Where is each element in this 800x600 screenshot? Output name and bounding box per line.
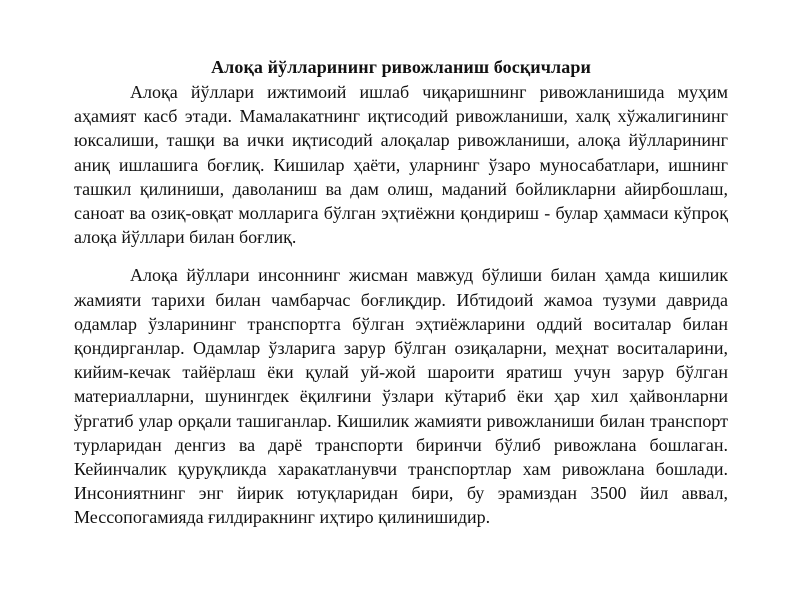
paragraph-2: Алоқа йўллари инсоннинг жисман мавжуд бўлиши билан ҳамда кишилик жамияти тарихи билан чамбарчас боғлиқдир. Ибтидоий жамоа тузуми даврида одамлар ўзларининг транспортга бўлган эҳтиёжларини оддий воситалар билан қондирганлар. Одамлар ўзларига зарур бўлган озиқаларни, меҳнат воситаларини, кийим-кечак тайёрлаш ёки қулай уй-жой шароити яратиш учун зарур бўлган материалларни, шунингдек ёқилғини ўзлари кўтариб ёки ҳар хил ҳайвонларни ўргатиб улар орқали ташиганлар. Кишилик жамияти ривожланиши билан транспорт турларидан денгиз ва дарё транспорти биринчи бўлиб ривожлана бошлаган. Кейинчалик қуруқликда харакатланувчи транспортлар хам ривожлана бошлади. Инсониятнинг энг йирик ютуқларидан бири, бу эрамиздан 3500 йил аввал, Мессопогамияда ғилдиракнинг иҳтиро қилинишидир. xyxy=(74,265,728,528)
document-title: Алоқа йўлларининг ривожланиш босқичлари xyxy=(211,57,591,77)
paragraph-1: Алоқа йўллари ижтимоий ишлаб чиқаришнинг ривожланишида муҳим аҳамият касб этади. Мамалакатнинг иқтисодий ривожланиши, халқ хўжалигининг юксалиши, ташқи ва ички иқтисодий алоқалар ривожланиши, алоқа йўлларининг аниқ ишлашига боғлиқ. Кишилар ҳаёти, уларнинг ўзаро муносабатлари, ишнинг ташкил қилиниши, даволаниш ва дам олиш, маданий бойликларни айирбошлаш, саноат ва озиқ-овқат молларига бўлган эҳтиёжни қондириш - булар ҳаммаси кўпроқ алоқа йўллари билан боғлиқ. xyxy=(74,82,728,248)
